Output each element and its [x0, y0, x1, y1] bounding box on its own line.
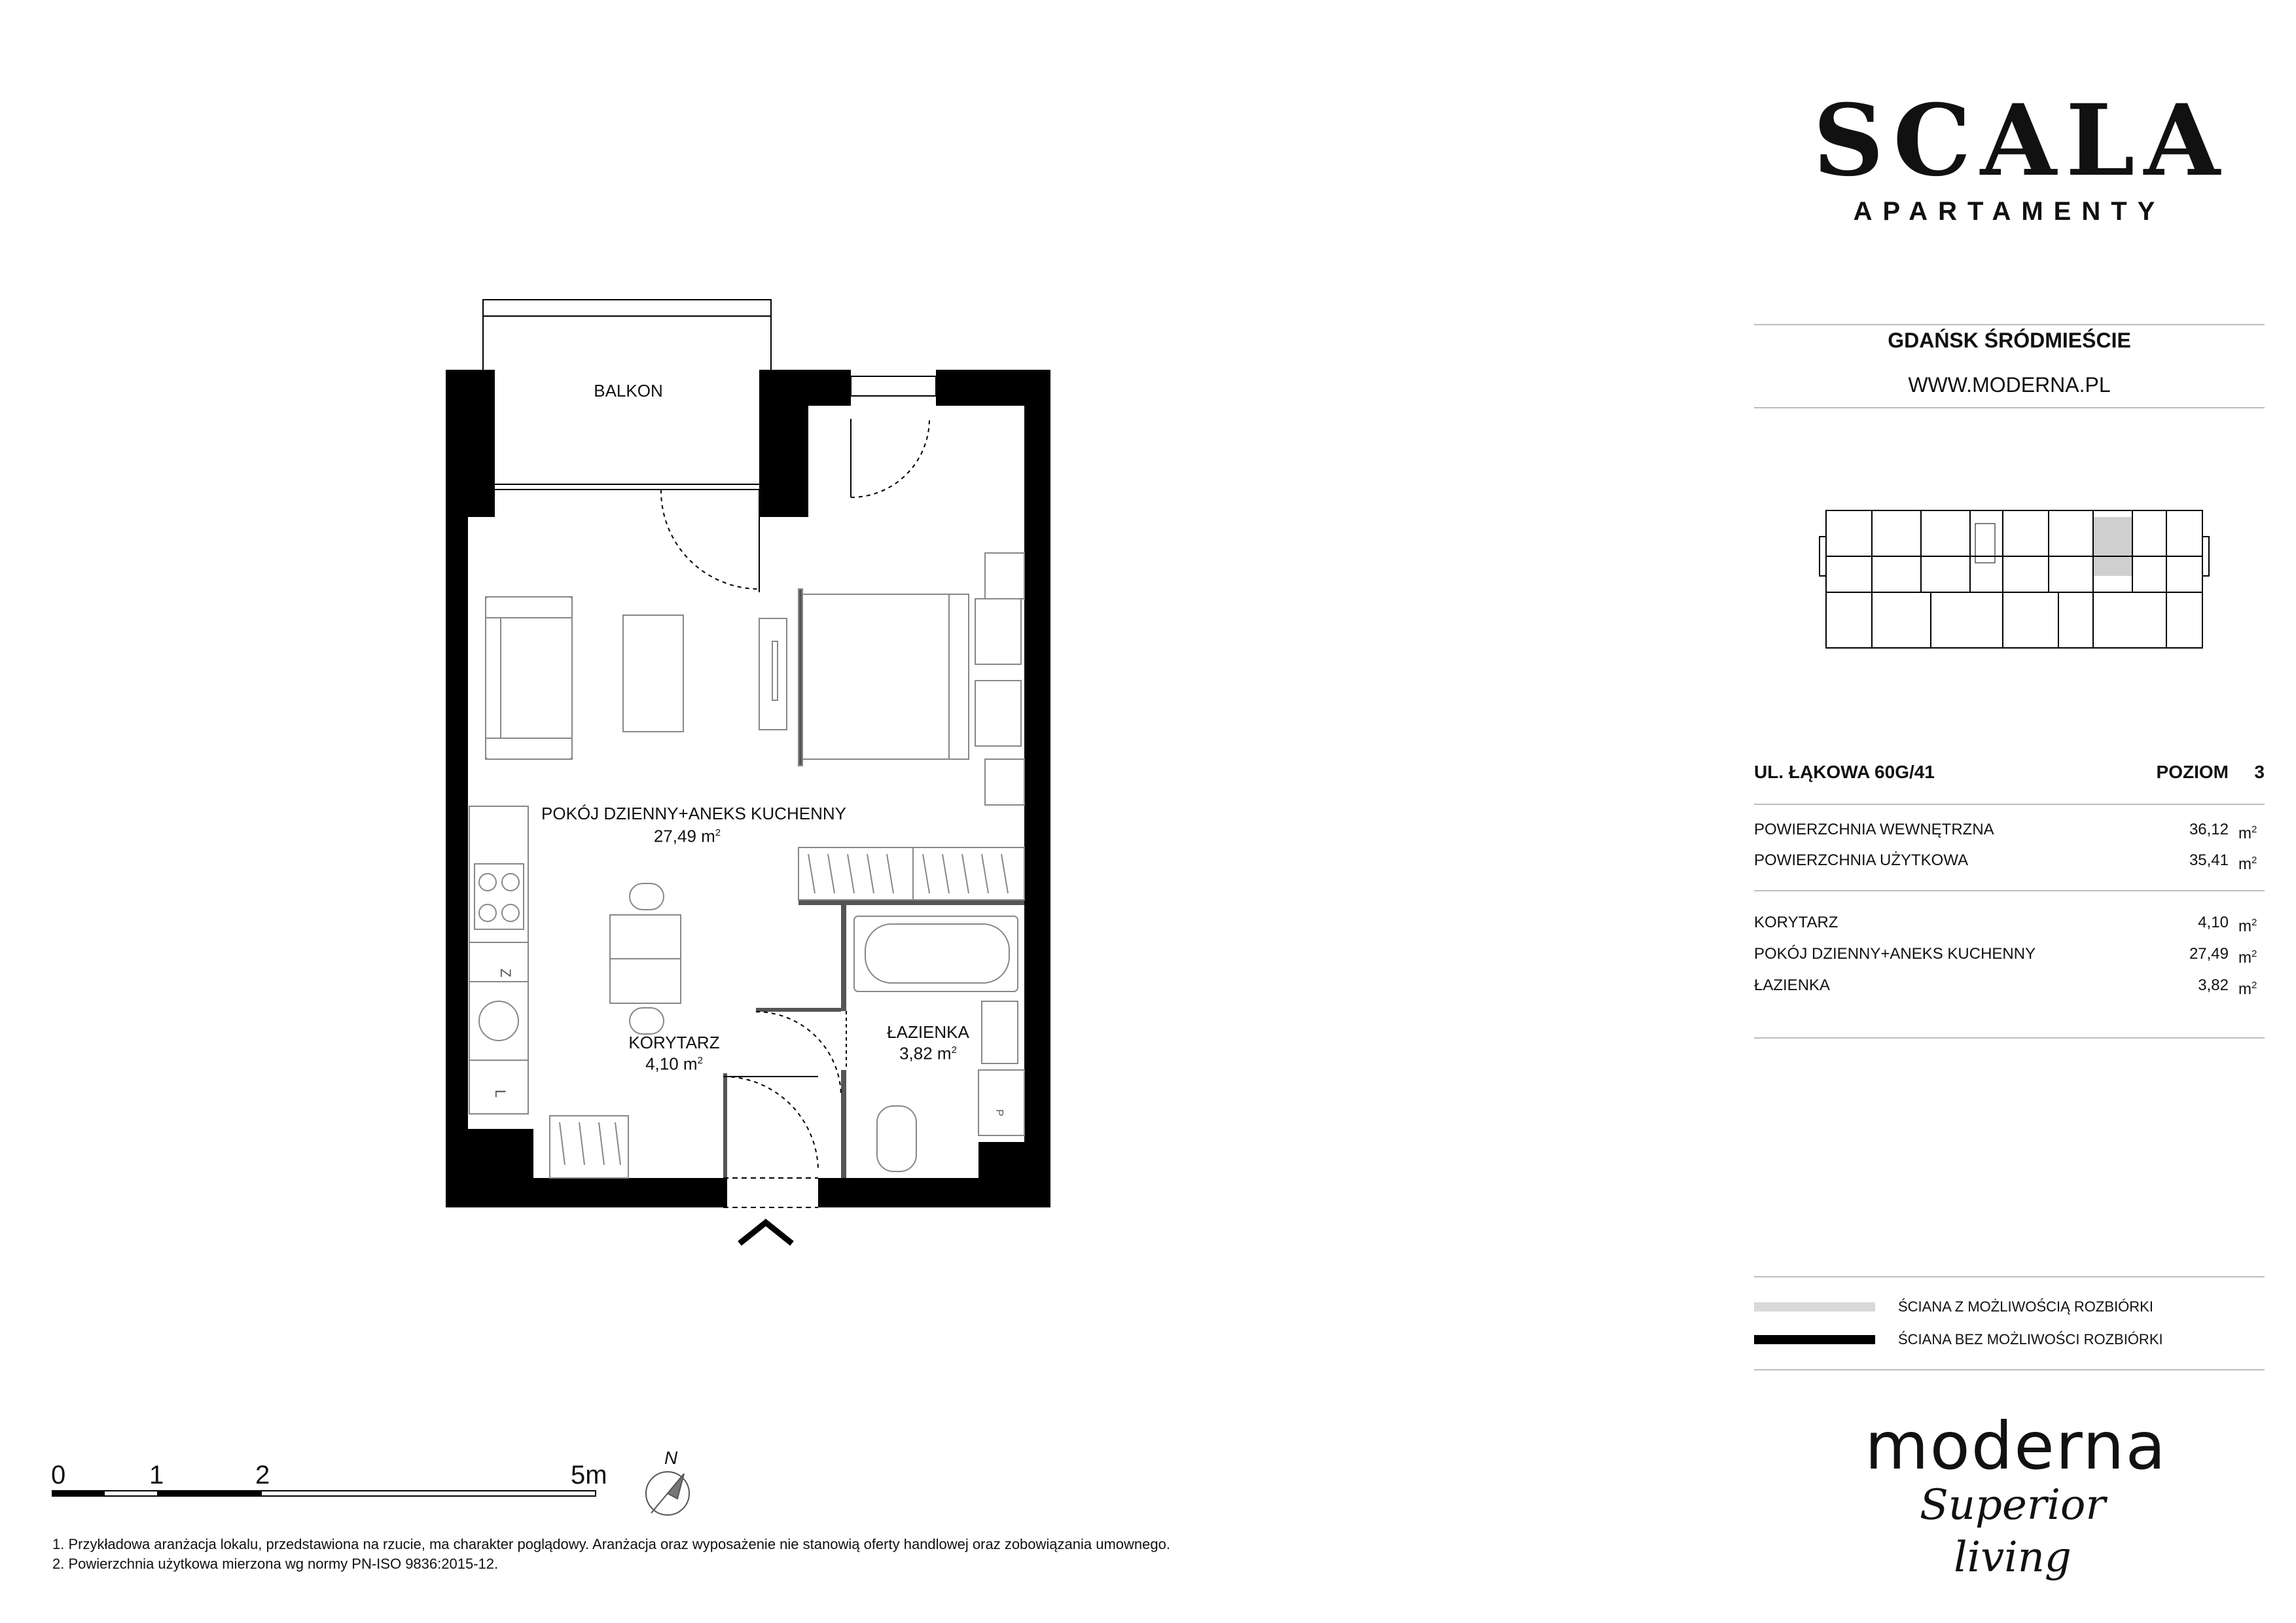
- unit-address: UL. ŁĄKOWA 60G/41: [1754, 762, 1935, 782]
- living-room-area: 27,49 $m^2$: [653, 826, 721, 846]
- area-total-unit: $m^2$: [2238, 824, 2257, 842]
- room-area-label: KORYTARZ: [1754, 914, 1839, 931]
- scale-tick-2: 2: [255, 1461, 270, 1489]
- shaft-sw: [468, 1129, 533, 1178]
- living-room-name: POKÓJ DZIENNY+ANEKS KUCHENNY: [541, 804, 846, 823]
- divider: [1754, 804, 2265, 805]
- room-area-unit: $m^2$: [2238, 917, 2257, 935]
- area-total-unit: $m^2$: [2238, 855, 2257, 873]
- room-area-unit: $m^2$: [2238, 980, 2257, 998]
- legend-swatch-removable: [1754, 1302, 1875, 1311]
- bathroom-name: ŁAZIENKA: [887, 1022, 969, 1042]
- level-label: POZIOM: [2156, 762, 2229, 782]
- brand-sub: APARTAMENTY: [1853, 197, 2166, 226]
- divider: [1754, 1369, 2265, 1370]
- divider: [1754, 890, 2265, 891]
- room-area-row: [1754, 941, 2265, 967]
- moderna-logo: moderna: [1865, 1408, 2167, 1484]
- divider: [1754, 407, 2265, 408]
- divider: [1754, 1276, 2265, 1277]
- wall-south-west: [446, 1178, 727, 1207]
- divider: [1754, 1037, 2265, 1039]
- shaft-se: [978, 1142, 1024, 1178]
- note-1: 1. Przykładowa aranżacja lokalu, przedstawiona na rzucie, ma charakter poglądowy. Aranżacja oraz wyposażenie nie stanowią oferty handlowej oraz zobowiązania umownego.: [52, 1536, 1170, 1552]
- room-area-unit: $m^2$: [2238, 948, 2257, 967]
- corridor-area: 4,10 $m^2$: [645, 1054, 703, 1074]
- scale-tick-5: 5m: [571, 1461, 607, 1489]
- washer-mark: P: [994, 1109, 1005, 1116]
- fridge-mark: Z: [497, 969, 514, 978]
- scale-tick-1: 1: [149, 1461, 164, 1489]
- bathroom-area: 3,82 $m^2$: [899, 1043, 957, 1063]
- wall-nw-block: [446, 370, 495, 517]
- legend-structural-label: ŚCIANA BEZ MOŻLIWOŚCI ROZBIÓRKI: [1898, 1331, 2163, 1347]
- note-2: 2. Powierzchnia użytkowa mierzona wg normy PN-ISO 9836:2015-12.: [52, 1556, 499, 1572]
- area-total-row: [1754, 847, 2265, 874]
- scala-logo: [1813, 83, 2229, 228]
- area-total-label: POWIERZCHNIA WEWNĘTRZNA: [1754, 821, 1994, 838]
- legend-swatch-structural: [1754, 1335, 1875, 1344]
- balcony-label: BALKON: [594, 381, 663, 401]
- room-area-row: [1754, 972, 2265, 999]
- website-link[interactable]: WWW.MODERNA.PL: [1908, 373, 2111, 397]
- room-area-row: [1754, 910, 2265, 936]
- entrance-arrow-icon: [740, 1222, 792, 1243]
- area-total-label: POWIERZCHNIA UŻYTKOWA: [1754, 851, 1969, 869]
- room-area-value: 27,49: [2189, 945, 2229, 963]
- level-value: 3: [2254, 762, 2265, 782]
- scale-bar: [52, 1491, 596, 1496]
- room-area-label: ŁAZIENKA: [1754, 976, 1831, 994]
- brand-name: SCALA: [1813, 83, 2229, 198]
- room-area-label: POKÓJ DZIENNY+ANEKS KUCHENNY: [1754, 945, 2036, 963]
- dishwasher-mark: L: [492, 1090, 509, 1098]
- furniture: [469, 553, 1024, 1178]
- unit-header: [1754, 759, 2265, 785]
- wall-south-east: [818, 1178, 1050, 1207]
- key-plan-thumbnail: [1820, 510, 2209, 648]
- wall-east: [1024, 370, 1050, 1207]
- area-total-value: 35,41: [2189, 851, 2229, 869]
- area-total-value: 36,12: [2189, 821, 2229, 838]
- divider: [1754, 324, 2265, 325]
- north-label: N: [664, 1448, 678, 1468]
- corridor-name: KORYTARZ: [628, 1033, 720, 1052]
- north-arrow-icon: [646, 1472, 689, 1515]
- area-total-row: [1754, 817, 2265, 843]
- scale-tick-0: 0: [51, 1461, 66, 1489]
- room-area-value: 3,82: [2198, 976, 2229, 994]
- moderna-tagline: Superior living: [1919, 1481, 2106, 1582]
- room-area-value: 4,10: [2198, 914, 2229, 931]
- district-label: GDAŃSK ŚRÓDMIEŚCIE: [1888, 329, 2131, 352]
- structural-walls: [446, 370, 1050, 1207]
- legend-removable-label: ŚCIANA Z MOŻLIWOŚCIĄ ROZBIÓRKI: [1898, 1298, 2153, 1315]
- wall-north-mid: [759, 370, 851, 406]
